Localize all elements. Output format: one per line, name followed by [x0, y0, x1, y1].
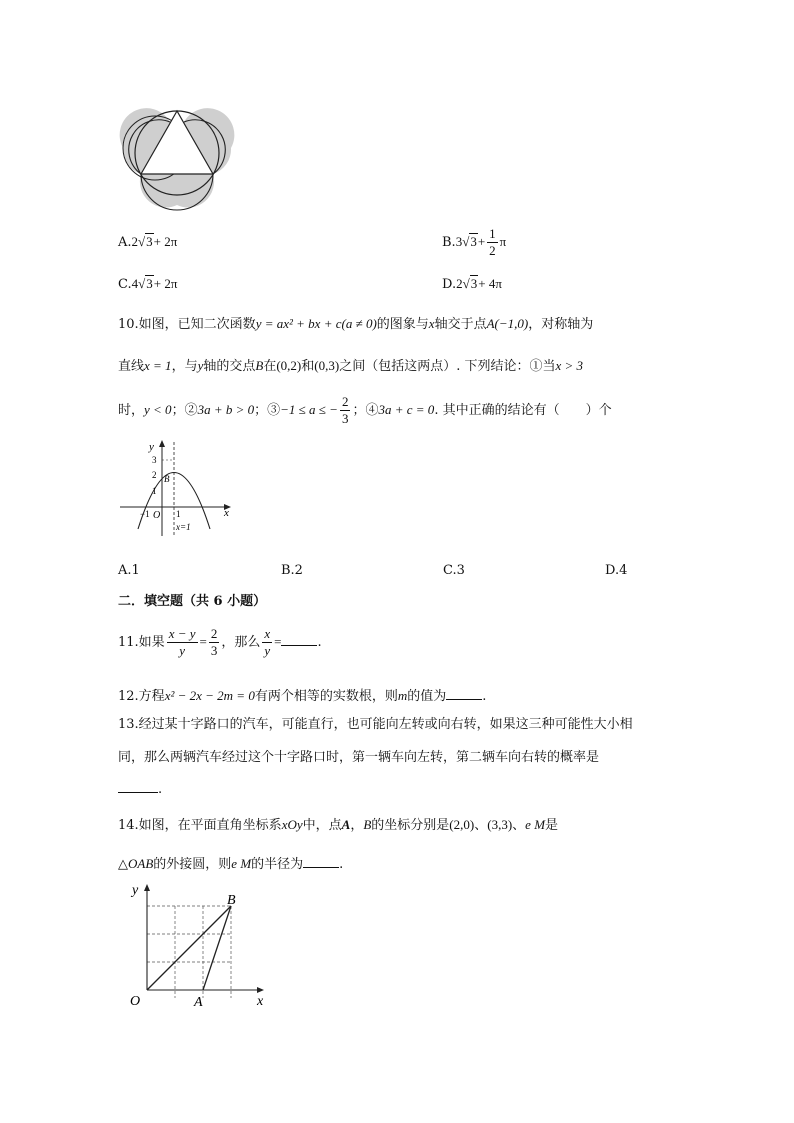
- q14-line-2: △OAB的外接圆，则e M的半径为 .: [118, 856, 344, 872]
- q14-origin: O: [130, 994, 141, 1009]
- q14-y-axis-arrow: [144, 884, 150, 891]
- q14-answer-blank[interactable]: [303, 855, 339, 868]
- q10-y-axis-arrow: [159, 440, 165, 447]
- q13-line-2: 同，那么两辆汽车经过这个十字路口时，第一辆车向左转，第二辆车向右转的概率是: [118, 750, 600, 765]
- q10-option-c: C.3: [443, 563, 465, 578]
- q10-line-1: 10.如图，已知二次函数y = ax² + bx + c(a ≠ 0)的图象与x轴交于点A(−1,0)，对称轴为: [118, 316, 594, 332]
- q10-tick-m1: −1: [140, 509, 150, 519]
- q10-point-b: B: [164, 474, 170, 484]
- q14-segment-ob: [147, 906, 231, 990]
- q13-line-3: .: [118, 780, 162, 800]
- q9-figure: [118, 102, 236, 214]
- q10-option-a: A.1: [118, 563, 140, 578]
- q14-y-label: y: [132, 883, 139, 898]
- q9-option-b: B.3√3+ $\frac{1}{2}$ π: [442, 226, 507, 258]
- q14-graph: [118, 878, 278, 1012]
- q10-tick-2: 2: [152, 470, 157, 480]
- q14-x-axis-arrow: [257, 987, 264, 993]
- q14-x-label: x: [257, 994, 264, 1009]
- q10-tick-1: 1: [152, 486, 157, 496]
- q11-answer-blank[interactable]: [281, 633, 317, 646]
- q10-option-d: D.4: [605, 563, 628, 578]
- q10-tick-3: 3: [152, 455, 157, 465]
- q14-point-a: A: [194, 995, 203, 1010]
- q14-point-b: B: [227, 893, 236, 908]
- q10-option-b: B.2: [281, 563, 303, 578]
- q13-answer-blank[interactable]: [118, 780, 158, 793]
- q12-answer-blank[interactable]: [446, 687, 482, 700]
- q12-line: 12.方程x² − 2x − 2m = 0有两个相等的实数根，则m的值为 .: [118, 688, 487, 704]
- q10-line-3: 时，y < 0；②3a + b > 0；③−1 ≤ a ≤ − $\frac{2}{3}$ ；④3a + c = 0. 其中正确的结论有（ ）个: [118, 394, 612, 426]
- q10-axis-label: x=1: [176, 522, 191, 532]
- q13-line-1: 13.经过某十字路口的汽车，可能直行，也可能向左转或向右转，如果这三种可能性大小相: [118, 717, 633, 732]
- q11-line: 11.如果 $\frac{x - y}{y}$ = $\frac{2}{3}$ ，那么 $\frac{x}{y}$ = .: [118, 626, 322, 658]
- q10-parabola: [138, 473, 210, 530]
- q9-option-d: D.2√3+ 4π: [442, 276, 502, 292]
- q14-line-1: 14.如图，在平面直角坐标系xOy中，点A，B的坐标分别是(2,0)、(3,3)、e M是: [118, 817, 559, 833]
- q10-origin: O: [153, 510, 161, 521]
- q10-tick-x1: 1: [176, 509, 181, 519]
- q9-option-c: C.4√3+ 2π: [118, 276, 178, 292]
- q10-y-label: y: [149, 441, 154, 453]
- q10-x-label: x: [224, 507, 229, 519]
- q9-shaded-crescent-bottom: [140, 174, 214, 207]
- q9-option-a: A.2√3+ 2π: [118, 234, 178, 250]
- section-title-fill-blank: 二．填空题（共 6 小题）: [118, 594, 267, 609]
- q10-graph: [118, 436, 238, 540]
- q10-line-2: 直线x = 1，与y轴的交点B在(0,2)和(0,3)之间（包括这两点）. 下列结论：①当x > 3: [118, 358, 584, 374]
- q14-segment-ab: [203, 906, 231, 990]
